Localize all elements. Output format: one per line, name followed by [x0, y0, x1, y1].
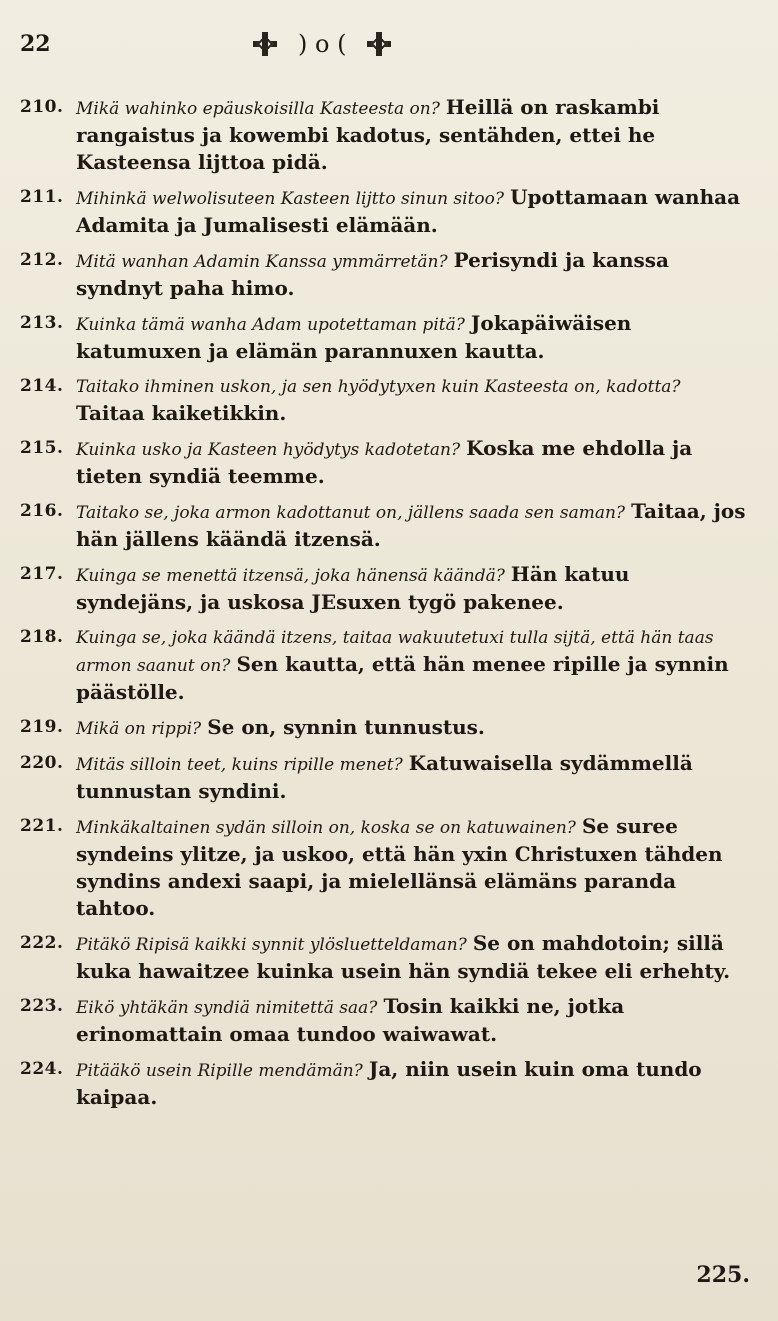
answer-text: Heillä on raskambi rangaistus ja kowembi kadotus, sentähden, ettei he Kasteensa lijttoa pidä. [76, 95, 660, 174]
entry-number: 218. [20, 627, 64, 647]
signature-mark: 225. [696, 1262, 750, 1288]
qa-entry [20, 435, 750, 490]
question-text: Mitä wanhan Adamin Kanssa ymmärretän? [76, 252, 448, 272]
entry-number: 215. [20, 438, 64, 458]
qa-entry [20, 624, 750, 706]
entry-number: 210. [20, 97, 64, 117]
answer-text: Se on, synnin tunnustus. [207, 715, 485, 739]
question-text: Kuinka tämä wanha Adam upotettaman pitä? [76, 315, 465, 335]
qa-entry [20, 310, 750, 365]
answer-text: Upottamaan wanhaa Adamita ja Jumalisesti elämään. [76, 185, 741, 237]
question-text: Kuinga se, joka käändä itzens, taitaa wakuutetuxi tulla sijtä, että hän taas armon saanut on? [76, 628, 714, 676]
question-text: Pitääkö usein Ripille mendämän? [76, 1061, 363, 1081]
entry-body [76, 624, 750, 706]
entry-body [76, 993, 750, 1048]
entry-number: 212. [20, 250, 64, 270]
entry-number: 217. [20, 564, 64, 584]
ornament-text: ) o ( [298, 30, 347, 58]
qa-entry [20, 714, 750, 742]
question-text: Taitako ihminen uskon, ja sen hyödytyxen kuin Kasteesta on, kadotta? [76, 377, 681, 397]
qa-entry [20, 184, 750, 239]
entry-number: 222. [20, 933, 64, 953]
qa-entry [20, 561, 750, 616]
entry-body [76, 561, 750, 616]
answer-text: Hän katuu syndejäns, ja uskosa JEsuxen tygö pakenee. [76, 562, 630, 614]
question-text: Mihinkä welwolisuteen Kasteen lijtto sinun sitoo? [76, 189, 505, 209]
question-text: Minkäkaltainen sydän silloin on, koska se on katuwainen? [76, 818, 576, 838]
page-number: 22 [20, 31, 51, 57]
answer-text: Se on mahdotoin; sillä kuka hawaitzee kuinka usein hän syndiä tekee eli erhehty. [76, 931, 731, 983]
question-text: Pitäkö Ripisä kaikki synnit ylösluetteldaman? [76, 935, 467, 955]
entry-number: 220. [20, 753, 64, 773]
answer-text: Taitaa kaiketikkin. [76, 401, 287, 425]
qa-entry [20, 498, 750, 553]
answer-text: Se suree syndeins ylitze, ja uskoo, että hän yxin Christuxen tähden syndins andexi saapi, ja mielellänsä elämäns paranda tahtoo. [76, 814, 723, 920]
entry-body [76, 94, 750, 176]
entry-body [76, 310, 750, 365]
answer-text: Tosin kaikki ne, jotka erinomattain omaa tundoo waiwawat. [76, 994, 625, 1046]
question-text: Kuinga se menettä itzensä, joka hänensä käändä? [76, 566, 505, 586]
entry-body [76, 714, 750, 742]
qa-entry [20, 930, 750, 985]
answer-text: Koska me ehdolla ja tieten syndiä teemme. [76, 436, 693, 488]
entry-body [76, 247, 750, 302]
qa-entry [20, 1056, 750, 1111]
entry-number: 223. [20, 996, 64, 1016]
question-text: Kuinka usko ja Kasteen hyödytys kadotetan? [76, 440, 461, 460]
entry-body [76, 750, 750, 805]
ornament-right-icon [364, 29, 394, 59]
ornament-left-icon [250, 29, 280, 59]
qa-entry [20, 750, 750, 805]
answer-text: Perisyndi ja kanssa syndnyt paha himo. [76, 248, 669, 300]
entry-body [76, 373, 750, 427]
entry-number: 219. [20, 717, 64, 737]
entry-body [76, 1056, 750, 1111]
answer-text: Sen kautta, että hän menee ripille ja synnin päästölle. [76, 652, 729, 704]
entry-number: 216. [20, 501, 64, 521]
entry-body [76, 435, 750, 490]
qa-entry [20, 373, 750, 427]
answer-text: Taitaa, jos hän jällens käändä itzensä. [76, 499, 746, 551]
entry-body [76, 813, 750, 922]
question-text: Taitako se, joka armon kadottanut on, jällens saada sen saman? [76, 503, 626, 523]
qa-entry [20, 813, 750, 922]
entry-number: 221. [20, 816, 64, 836]
page-header [20, 22, 750, 66]
entry-number: 211. [20, 187, 64, 207]
qa-entry [20, 94, 750, 176]
qa-entry [20, 247, 750, 302]
question-text: Mitäs silloin teet, kuins ripille menet? [76, 755, 403, 775]
question-text: Mikä wahinko epäuskoisilla Kasteesta on? [76, 99, 440, 119]
question-text: Eikö yhtäkän syndiä nimitettä saa? [76, 998, 378, 1018]
answer-text: Ja, niin usein kuin oma tundo kaipaa. [76, 1057, 702, 1109]
entry-number: 224. [20, 1059, 64, 1079]
qa-entry [20, 993, 750, 1048]
entry-body [76, 930, 750, 985]
catechism-entries [20, 94, 750, 1111]
question-text: Mikä on rippi? [76, 719, 202, 739]
entry-number: 213. [20, 313, 64, 333]
entry-number: 214. [20, 376, 64, 396]
answer-text: Jokapäiwäisen katumuxen ja elämän parannuxen kautta. [76, 311, 632, 363]
entry-body [76, 498, 750, 553]
entry-body [76, 184, 750, 239]
header-ornament [250, 29, 394, 59]
answer-text: Katuwaisella sydämmellä tunnustan syndini. [76, 751, 693, 803]
